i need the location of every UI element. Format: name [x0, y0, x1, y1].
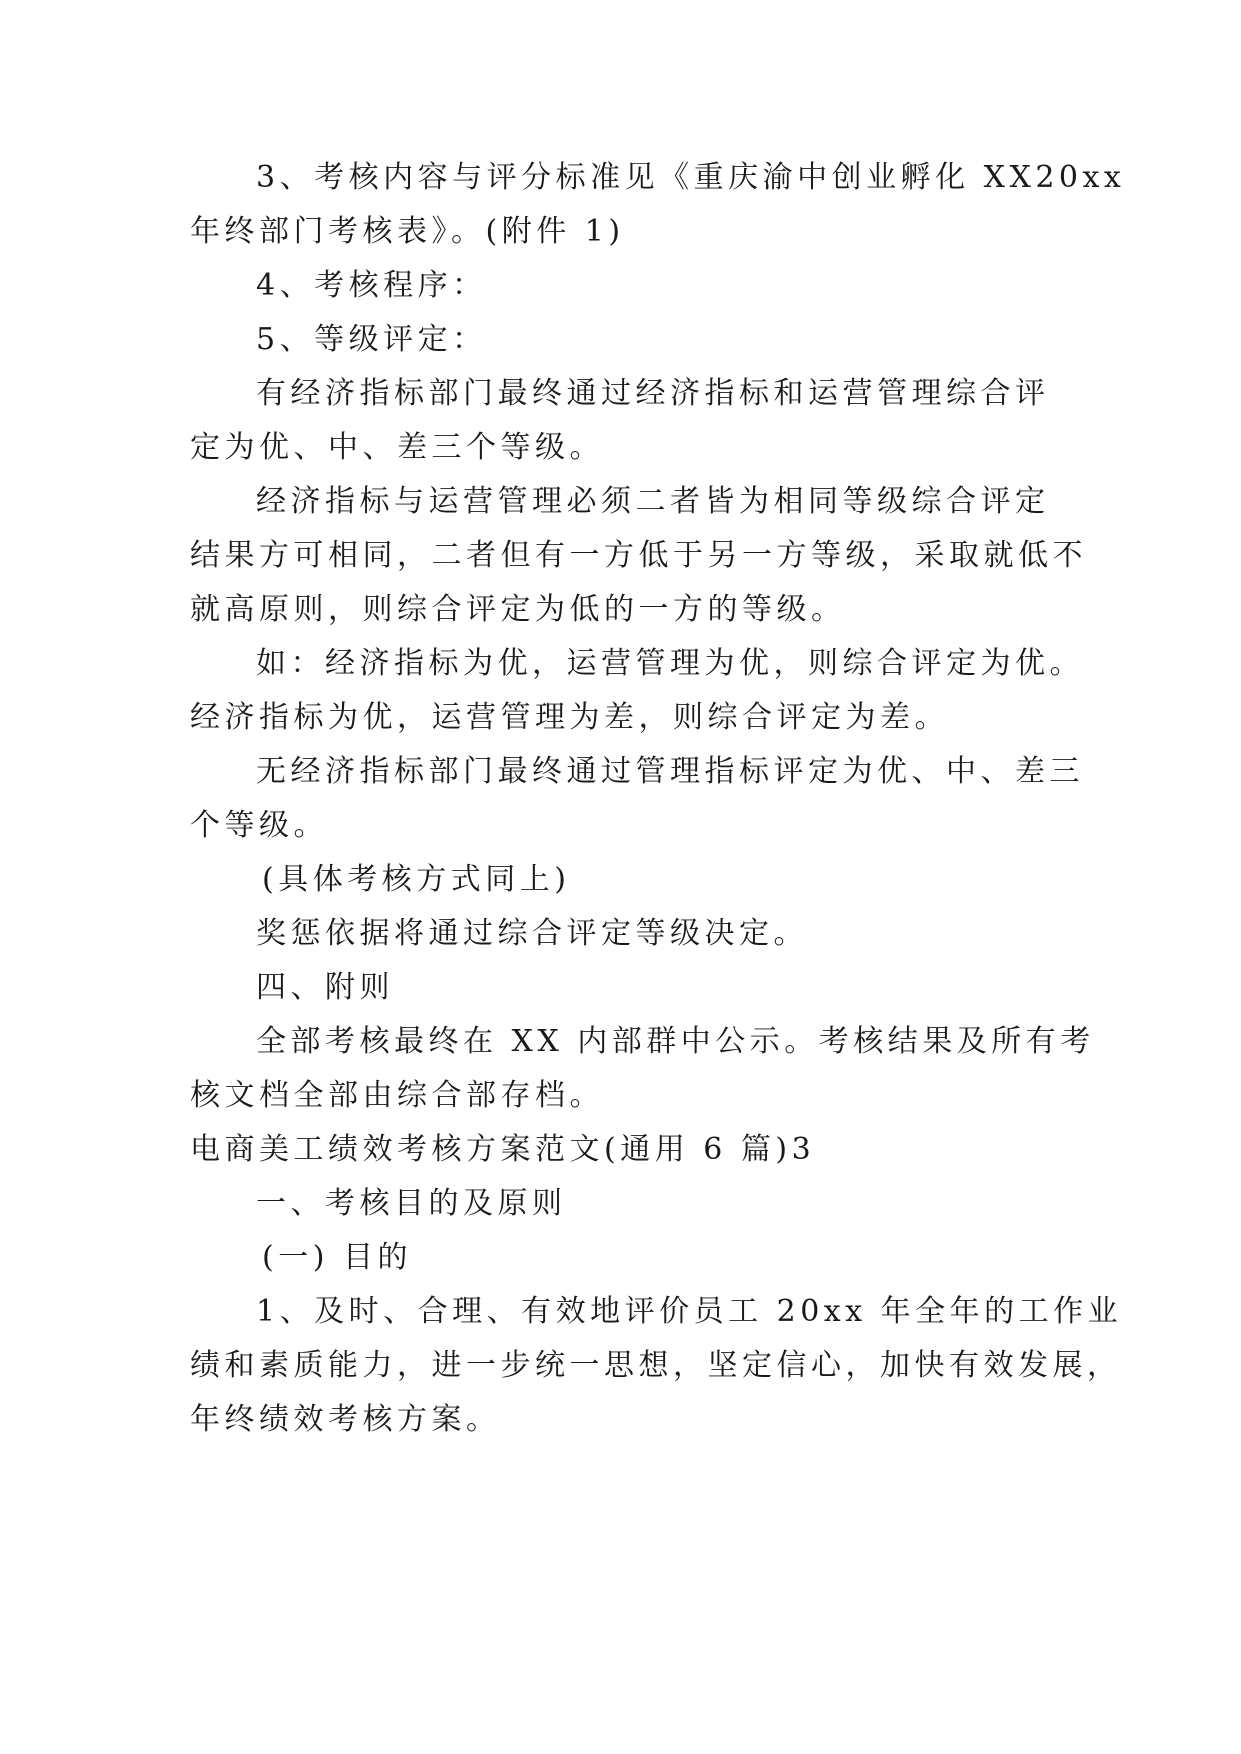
paragraph-line: 如：经济指标为优，运营管理为优，则综合评定为优。 [256, 646, 1084, 681]
paragraph-line: 4、考核程序： [256, 268, 487, 303]
subsection-heading: (一) 目的 [262, 1240, 412, 1275]
paragraph-line: 经济指标为优，运营管理为差，则综合评定为差。 [190, 700, 949, 735]
paragraph-line: 个等级。 [190, 808, 328, 843]
section-heading: 四、附则 [256, 970, 394, 1005]
paragraph-line: 年终绩效考核方案。 [190, 1402, 501, 1437]
paragraph-line: 结果方可相同，二者但有一方低于另一方等级，采取就低不 [190, 538, 1087, 573]
paragraph-line: 5、等级评定： [256, 322, 487, 357]
paragraph-line: 1、及时、合理、有效地评价员工 20xx 年全年的工作业 [256, 1294, 1123, 1329]
paragraph-line: 无经济指标部门最终通过管理指标评定为优、中、差三 [256, 754, 1084, 789]
paragraph-line: 有经济指标部门最终通过经济指标和运营管理综合评 [256, 376, 1050, 411]
paragraph-line: 定为优、中、差三个等级。 [190, 430, 604, 465]
paragraph-line: (具体考核方式同上) [262, 862, 571, 897]
paragraph-line: 核文档全部由综合部存档。 [190, 1078, 604, 1113]
paragraph-line: 绩和素质能力，进一步统一思想，坚定信心，加快有效发展， [190, 1348, 1122, 1383]
paragraph-line: 全部考核最终在 XX 内部群中公示。考核结果及所有考 [256, 1024, 1095, 1059]
paragraph-line: 经济指标与运营管理必须二者皆为相同等级综合评定 [256, 484, 1050, 519]
paragraph-line: 奖惩依据将通过综合评定等级决定。 [256, 916, 808, 951]
section-heading: 一、考核目的及原则 [256, 1186, 567, 1221]
paragraph-line: 就高原则，则综合评定为低的一方的等级。 [190, 592, 846, 627]
paragraph-line: 年终部门考核表》。(附件 1) [190, 214, 625, 249]
paragraph-line: 3、考核内容与评分标准见《重庆渝中创业孵化 XX20xx [256, 160, 1126, 195]
document-title: 电商美工绩效考核方案范文(通用 6 篇)3 [190, 1132, 816, 1167]
